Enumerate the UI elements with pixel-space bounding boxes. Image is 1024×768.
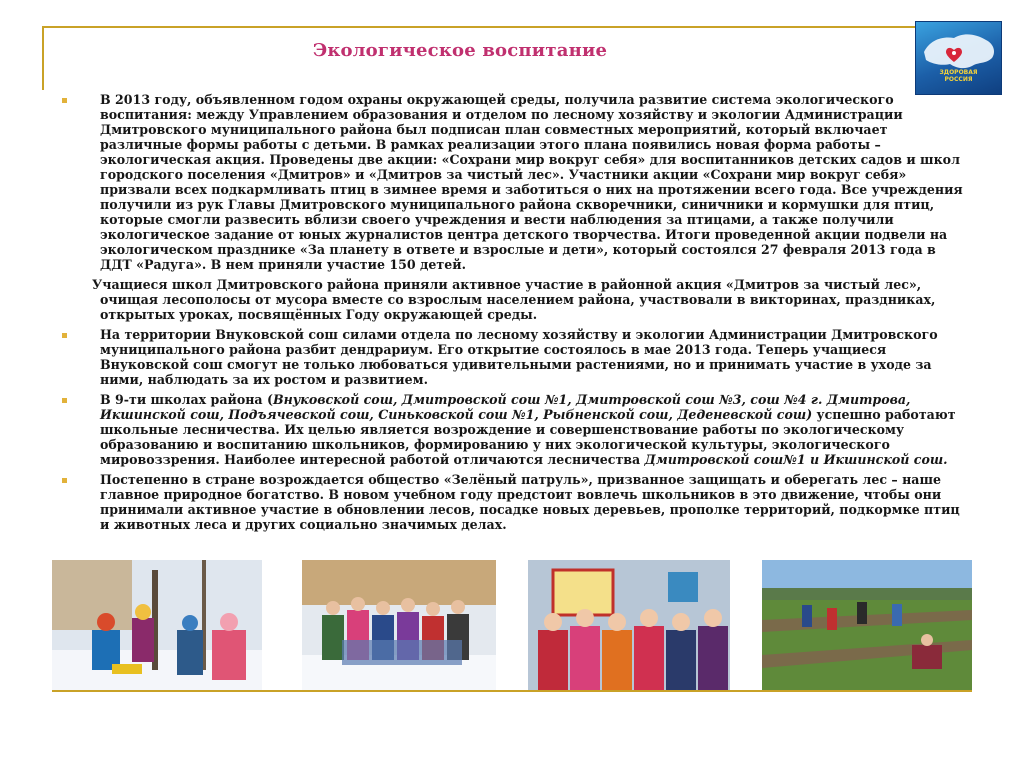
photo-strip <box>0 560 1024 690</box>
paragraph-clean-forest: Учащиеся школ Дмитровского района приняли активное участие в районной акция «Дмитров за чистый лес», очищая лесополосы от мусора вместе со взрослым населением района, участвовали в викторинах, праздниках, открытых уроках, посвящённых Году окружающей среды. <box>92 277 936 322</box>
bullet-marker <box>62 98 67 103</box>
slide-title: Экологическое воспитание <box>312 40 608 61</box>
slide-body <box>60 92 966 537</box>
paragraph-ecology-year: В 2013 году, объявленном годом охраны окружающей среды, получила развитие система экологического воспитания: между Управлением образования и отделом по лесному хозяйству и экологии Администрации Дмитровского муниципального района был подписан план совместных мероприятий, который включает различные формы работы с детьми. В рамках реализации этого плана появились новая форма работы – экологическая акция. Проведены две акции: «Сохрани мир вокруг себя» для воспитанников детских садов и школ городского поселения «Дмитров» и «Дмитров за чистый лес». Участники акции «Сохрани мир вокруг себя» призвали всех подкармливать птиц в зимнее время и заботиться о них на протяжении всего года. Все учреждения получили из рук Главы Дмитровского муниципального района скворечники, синичники и кормушки для птиц, которые смогли развесить вблизи своего учреждения и вести наблюдения за птицами, а также получили экологическое задание от юных журналистов центра детского творчества. Итоги проведенной акции подвели на экологическом празднике «За планету в ответе и взрослые и дети», который состоялся 27 февраля 2013 года в ДДТ «Радуга». В нем приняли участие 150 детей. <box>60 92 966 272</box>
schools-list: Внуковской сош, Дмитровской сош №1, Дмитровской сош №3, сош №4 г. Дмитрова, Икшинской сош, Подъячевской сош, Синьковской сош №1, Рыбненской сош, Деденевской сош) <box>100 392 911 422</box>
paragraph-dendrarium: На территории Внуковской сош силами отдела по лесному хозяйству и экологии Администрации Дмитровского муниципального района разбит дендрариум. Его открытие состоялось в мае 2013 года. Теперь учащиеся Внуковской сош смогут не только любоваться удивительными растениями, но и принимать участие в уходе за ними, наблюдать за их ростом и развитием. <box>60 327 966 387</box>
bullet-marker <box>62 398 67 403</box>
winter-group-photo <box>302 560 496 690</box>
bullet-marker <box>62 333 67 338</box>
tree-planting-photo <box>762 560 972 690</box>
frame-bottom-border <box>52 690 972 692</box>
logo-line-2: РОССИЯ <box>944 76 973 83</box>
zdorovaya-rossiya-logo-icon <box>915 21 1002 95</box>
best-forestries: Дмитровской сош№1 и Икшинской сош. <box>644 452 948 467</box>
bullet-marker <box>62 478 67 483</box>
paragraph-green-patrol: Постепенно в стране возрождается общество «Зелёный патруль», призванное защищать и оберегать лес – наше главное природное богатство. В новом учебном году предстоит вовлечь школьников в это движение, чтобы они принимали активное участие в обновлении лесов, посадке новых деревьев, прополке территорий, подкормке птиц и животных леса и других социально значимых делах. <box>60 472 966 532</box>
logo-line-1: ЗДОРОВАЯ <box>939 69 978 76</box>
frame-left-border <box>42 26 44 90</box>
paragraph-school-forestries: В 9-ти школах района (Внуковской сош, Дмитровской сош №1, Дмитровской сош №3, сош №4 г. Дмитрова, Икшинской сош, Подъячевской сош, Синьковской сош №1, Рыбненской сош, Деденевской сош) успешно работают школьные лесничества. Их целью является возрождение и совершенствование работы по экологическому образованию и воспитанию школьников, формированию у них экологической культуры, экологического мировоззрения. Наиболее интересной работой отличаются лесничества Дмитровской сош№1 и Икшинской сош. <box>60 392 966 467</box>
winter-birdfeeder-photo <box>52 560 262 690</box>
ecology-rally-photo <box>528 560 730 690</box>
russia-map-icon <box>916 22 1001 94</box>
frame-top-border <box>42 26 920 28</box>
